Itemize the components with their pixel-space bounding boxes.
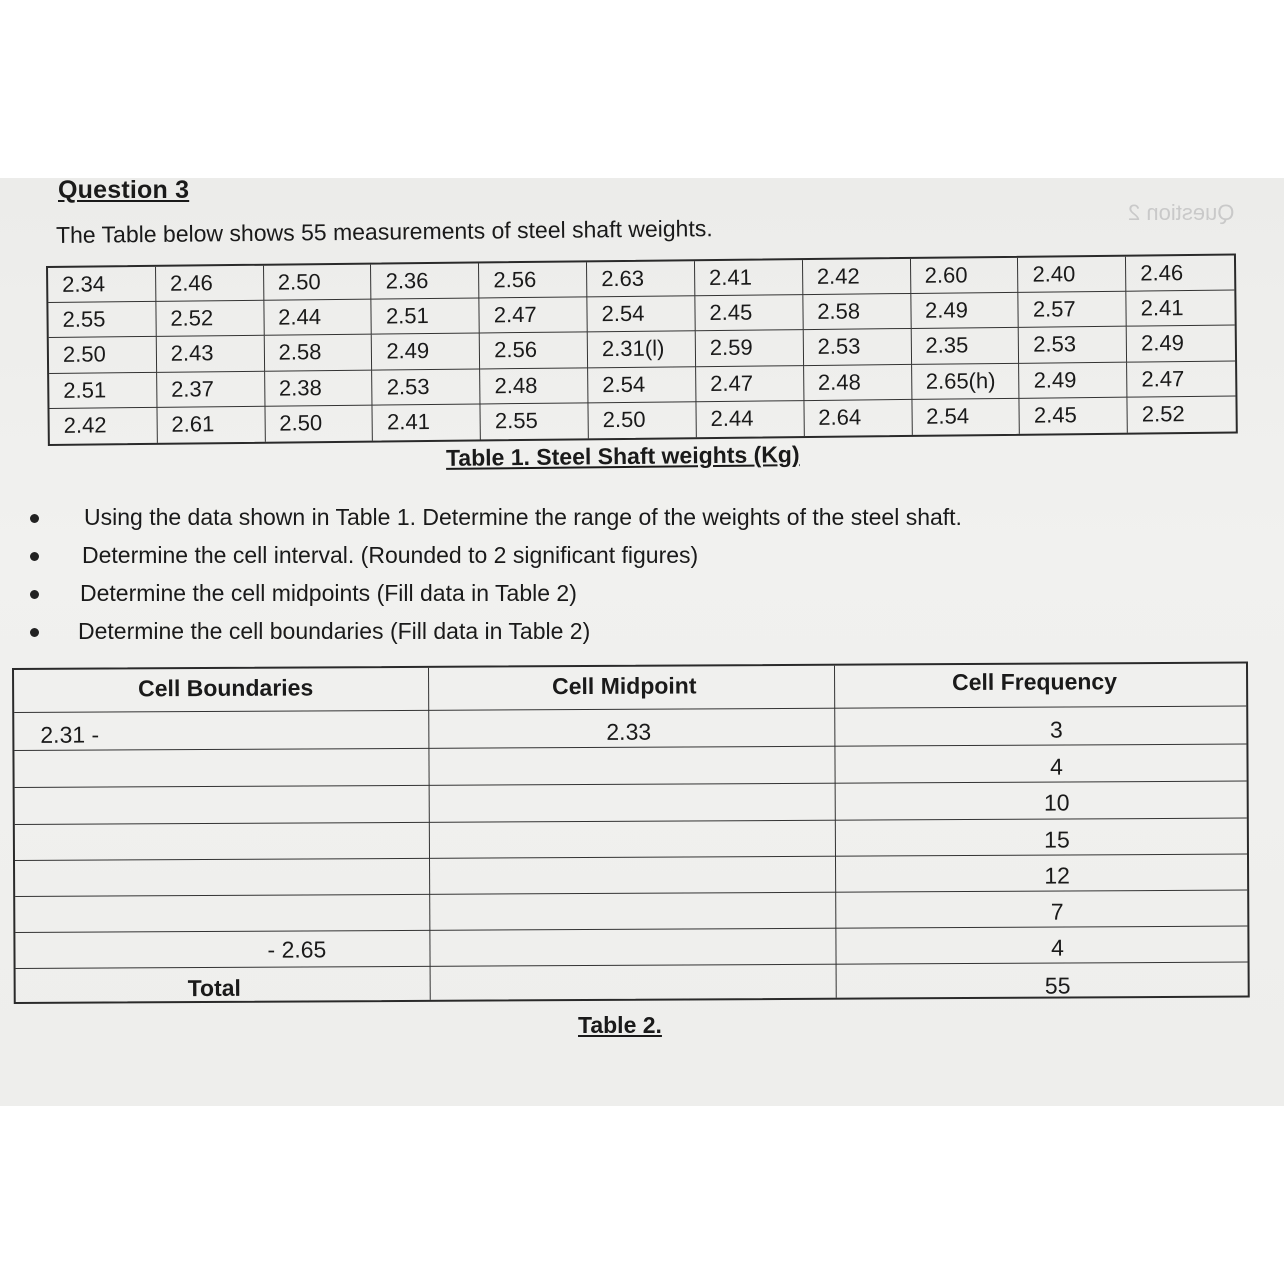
weight-cell: 2.55 <box>48 302 156 338</box>
weight-cell: 2.50 <box>265 405 373 441</box>
weight-cell: 2.65(h) <box>912 363 1020 399</box>
weight-cell: 2.45 <box>1020 397 1128 433</box>
weight-cell: 2.47 <box>696 366 804 402</box>
weight-cell: 2.35 <box>911 328 1019 364</box>
column-divider <box>834 666 837 998</box>
question-intro: The Table below shows 55 measurements of steel shaft weights. <box>55 215 713 248</box>
weight-cell: 2.31(l) <box>588 332 696 368</box>
weight-cell: 2.46 <box>156 266 264 302</box>
steel-shaft-weights-table <box>46 254 1238 446</box>
weight-cell: 2.49 <box>1019 362 1127 398</box>
row-divider <box>15 890 1247 897</box>
table2-caption: Table 2. <box>578 1012 662 1038</box>
row-divider <box>16 962 1248 969</box>
weight-cell: 2.59 <box>696 330 804 366</box>
weight-cell: 2.54 <box>912 399 1020 435</box>
cell-frequency-header: Cell Frequency <box>952 668 1118 696</box>
weight-cell: 2.57 <box>1019 292 1127 328</box>
weight-cell: 2.50 <box>589 402 697 438</box>
weight-cell: 2.43 <box>157 336 265 372</box>
question-title: Question 3 <box>58 176 190 204</box>
frequency-value: 12 <box>1044 862 1070 889</box>
weight-cell: 2.50 <box>49 337 157 373</box>
weight-cell: 2.48 <box>804 365 912 401</box>
frequency-value: 3 <box>1049 716 1063 743</box>
weight-cell: 2.51 <box>372 299 480 335</box>
weight-cell: 2.37 <box>157 371 265 407</box>
weight-cell: 2.53 <box>1019 327 1127 363</box>
weight-cell: 2.36 <box>371 263 479 299</box>
weight-cell: 2.49 <box>1127 326 1235 362</box>
weight-cell: 2.56 <box>480 333 588 369</box>
task-text: Determine the cell boundaries (Fill data in Table 2) <box>78 618 591 644</box>
weight-cell: 2.54 <box>588 367 696 403</box>
row-divider <box>15 781 1247 788</box>
weight-cell: 2.47 <box>480 298 588 334</box>
weight-cell: 2.53 <box>373 369 481 405</box>
weight-cell: 2.48 <box>480 368 588 404</box>
weight-cell: 2.40 <box>1018 257 1126 293</box>
weight-cell: 2.58 <box>803 294 911 330</box>
cell-midpoint-header: Cell Midpoint <box>552 672 697 700</box>
weight-cell: 2.63 <box>587 261 695 297</box>
weight-cell: 2.46 <box>1126 256 1234 292</box>
weight-cell: 2.52 <box>156 301 264 337</box>
first-cell-midpoint: 2.33 <box>606 718 652 745</box>
first-cell-boundary: 2.31 - <box>40 721 100 748</box>
cell-boundaries-header: Cell Boundaries <box>138 674 314 702</box>
row-divider <box>14 706 1246 713</box>
column-divider <box>428 668 431 1000</box>
task-text: Using the data shown in Table 1. Determine the range of the weights of the steel shaft. <box>84 504 962 530</box>
weight-cell: 2.41 <box>373 404 481 440</box>
bullet-icon <box>30 628 39 637</box>
row-divider <box>15 818 1247 825</box>
frequency-value: 4 <box>1051 934 1064 961</box>
table1-caption: Table 1. Steel Shaft weights (Kg) <box>445 441 800 471</box>
weight-cell: 2.50 <box>264 265 372 301</box>
weight-cell: 2.53 <box>803 329 911 365</box>
task-text: Determine the cell midpoints (Fill data in Table 2) <box>80 580 577 606</box>
weight-cell: 2.34 <box>48 267 156 303</box>
weight-cell: 2.49 <box>372 334 480 370</box>
task-text: Determine the cell interval. (Rounded to 2 significant figures) <box>82 542 699 568</box>
weight-cell: 2.51 <box>49 372 157 408</box>
total-frequency: 55 <box>1044 972 1071 999</box>
frequency-value: 4 <box>1050 753 1063 780</box>
weight-cell: 2.56 <box>479 262 587 298</box>
frequency-distribution-table <box>12 662 1250 1004</box>
weight-cell: 2.61 <box>157 407 265 443</box>
weight-cell: 2.38 <box>265 370 373 406</box>
bleed-through-text: Question 2 <box>1127 200 1234 225</box>
bullet-icon <box>30 514 39 523</box>
weight-cell: 2.54 <box>587 296 695 332</box>
weight-cell: 2.45 <box>695 295 803 331</box>
frequency-value: 15 <box>1044 826 1070 853</box>
row-divider <box>15 854 1247 861</box>
bullet-icon <box>30 552 39 561</box>
weight-cell: 2.47 <box>1127 361 1235 397</box>
frequency-value: 7 <box>1050 898 1064 925</box>
row-divider <box>15 926 1247 933</box>
weight-cell: 2.49 <box>911 293 1019 329</box>
frequency-value: 10 <box>1043 789 1070 816</box>
weight-cell: 2.52 <box>1141 401 1185 427</box>
weight-cell: 2.42 <box>803 259 911 295</box>
total-label: Total <box>187 974 241 1002</box>
weight-cell: 2.58 <box>264 335 372 371</box>
weight-cell: 2.55 <box>481 403 589 439</box>
weight-cell: 2.60 <box>911 258 1019 294</box>
weight-cell: 2.44 <box>696 401 804 437</box>
weight-cell: 2.41 <box>1127 291 1235 327</box>
weight-cell: 2.41 <box>695 260 803 296</box>
weight-cell: 2.42 <box>49 408 157 444</box>
weight-cell: 2.44 <box>264 300 372 336</box>
bullet-icon <box>30 590 39 599</box>
weight-cell: 2.64 <box>804 400 912 436</box>
last-cell-boundary: - 2.65 <box>267 936 327 963</box>
